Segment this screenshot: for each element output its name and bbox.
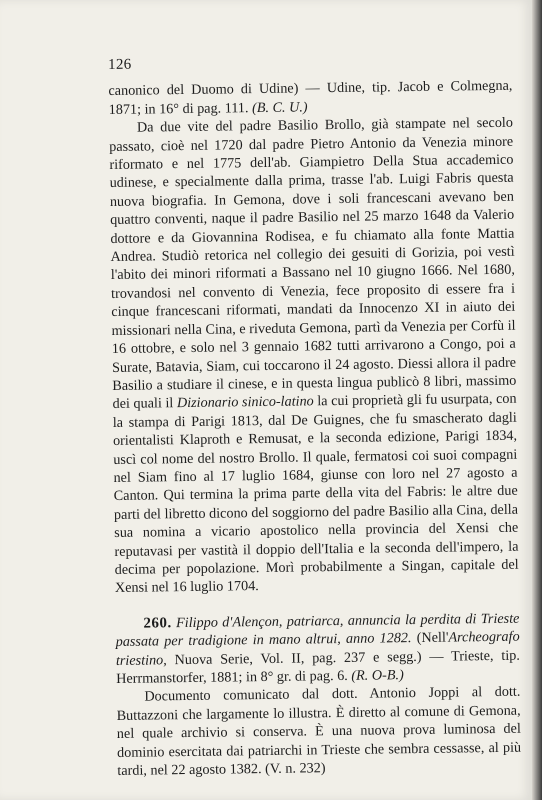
entry-260-body: Documento comunicato dal dott. Antonio Joppi al dott. Buttazzoni che largamente lo illustra. È diretto al comune di Gemona, nel quale archivio si conserva. È una nuova prova luminosa del dominio esercitata dai patriarchi in Trieste che sembra cessasse, al più tardi, nel 22 agosto 1382. (V. n. 232) [116,684,522,779]
entry-260-journal-title: Archeografo triestino, [115,628,520,669]
page-text-block [108,51,521,781]
page-number: 126 [108,56,132,73]
entry-260-publication-part-1: (Nell' [411,629,449,647]
entry-259-lead-text: canonico del Duomo di Udine) — Udine, tip. Jacob e Colmegna, 1871; in 16° di pag. 111. [108,78,513,118]
page-edge-shadow [532,0,542,800]
entry-260-volume: II [291,650,301,667]
entry-260-publication-part-2: Nuova Serie, Vol. [166,650,292,668]
entry-259-continuation [108,77,512,119]
entry-260-reference: (R. O-B.) [351,667,404,684]
entry-259-body [109,114,519,598]
entry-259-body-part-2: la cui proprietà gli fu usurpata, con la stampa di Parigi 1813, dal De Guignes, che fu smascherato dagli orientalisti Klaproth e Remusat, e la seconda edizione, Parigi 1834, uscì col nome del nostro Brollo. Il quale, fermatosi coi suoi compagni nel Siam fino al 17 luglio 1684, giunse con loro nel 27 agosto a Canton. Qui termina la prima parte della vita del Fabris: le altre due parti del libretto dicono del soggiorno del padre Basilio alla Cina, della sua nomina a vicario apostolico nella provincia del Xensi che reputavasi per vastità il doppio dell'Italia e la seconda dell'impero, la decima per popolazione. Morì probabilmente a Singan, capitale del Xensi nel 16 luglio 1704. [112,390,519,597]
entry-259-reference: (B. C. U.) [251,99,308,116]
entry-260-number: 260. [143,614,172,632]
entry-259-dictionary-title: Dizionario sinico-latino [176,393,314,412]
entry-260-heading [115,609,520,688]
entry-259-body-part-1: Da due vite del padre Basilio Brollo, già stampate nel secolo passato, cioè nel 1720 dal padre Pietro Antonio da Venezia minore riformato e nel 1775 dell'ab. Giampietro Della Stua accademico udinese, e specialmente dalla prima, trasse l'ab. Luigi Fabris questa nuova biografia. In Gemona, dove i soli francescani avevano ben quattro conventi, naque il padre Basilio nel 25 marzo 1648 da Valerio dottore e da Giovannina Rodisea, e fu chiamato alla fonte Mattia Andrea. Studiò retorica nel collegio dei gesuiti di Gorizia, poi vestì l'abito dei minori riformati a Bassano nel 10 giugno 1666. Nel 1680, trovandosi nel convento di Venezia, fece proposito di essere fra i cinque francescani riformati, mandati da Innocenzo XI in aiuto dei missionari nella Cina, e riveduta Gemona, partì da Venezia per Corfù il 16 ottobre, e solo nel 3 gennaio 1682 tutti arrivarono a Congo, poi a Surate, Batavia, Siam, cui toccarono il 24 agosto. Diessi allora il padre Basilio a studiare il cinese, e in questa lingua publicò 8 libri, massimo dei quali il [109,114,517,413]
entry-260-title: Filippo d'Alençon, patriarca, annuncia la perdita di Trieste passata per tradigione in mano altrui, anno 1282. [115,610,520,651]
entry-260-publication-part-3: , pag. 237 e segg.) — Trieste, tip. Herrmanstorfer, 1881; in 8° gr. di pag. 6. [116,647,520,687]
